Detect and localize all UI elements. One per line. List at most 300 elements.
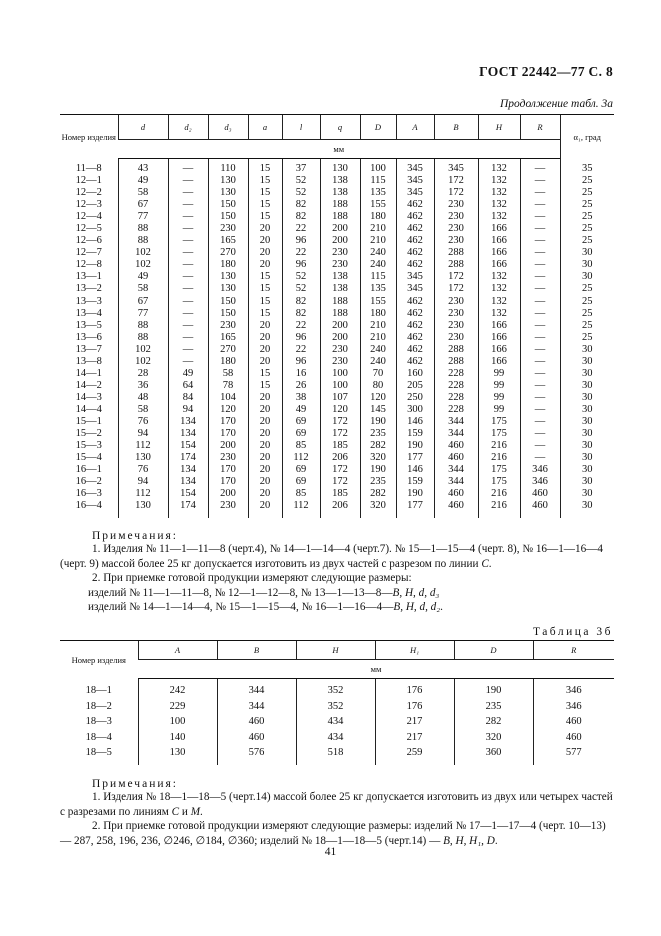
table-cell: 130 [118,452,168,464]
table-cell: 18—1 [85,684,112,696]
table-row [60,500,614,518]
table-cell: 96 [282,332,320,344]
table-cell: 230 [208,500,248,518]
col-header-a: a [248,115,282,140]
col-header-d2: d₂ [168,115,208,140]
table-cell: — [520,320,560,332]
table-cell: — [520,368,560,380]
table-cell: 130 [138,745,217,765]
table-cell: 180 [360,308,396,320]
table-cell: 180 [360,211,396,223]
table-cell: 146 [396,416,434,428]
table-cell: — [520,187,560,199]
table-cell: — [520,175,560,187]
table-cell: 64 [168,380,208,392]
table-cell: 15 [248,187,282,199]
table-cell: 30 [560,392,614,404]
table-cell: 49 [118,175,168,187]
table-row [60,296,614,308]
table-cell: 12—4 [75,211,102,223]
table-cell: 12—1 [75,175,102,187]
table-cell: 130 [118,500,168,518]
table-cell: 18—5 [85,747,112,758]
table-cell: 49 [118,271,168,283]
table-cell: 76 [118,416,168,428]
table-cell: 96 [282,356,320,368]
table-row [60,259,614,271]
table-cell: — [168,159,208,176]
table-cell: 577 [533,745,614,765]
table-cell: 228 [434,380,478,392]
table-cell: 14—3 [75,391,102,403]
table-row [60,428,614,440]
table-cell: 80 [360,380,396,392]
table-cell: 320 [360,452,396,464]
table-cell: — [168,235,208,247]
table-cell: 25 [560,223,614,235]
table-cell: 460 [533,730,614,746]
table-cell: 190 [454,679,533,699]
t2-col-header-H1: H₁ [375,641,454,660]
table-row [60,283,614,295]
table-cell: 345 [396,187,434,199]
table-cell: 132 [478,211,520,223]
table-cell: — [520,259,560,271]
table-cell: 48 [118,392,168,404]
table-row [60,308,614,320]
table-cell: 13—2 [75,283,102,295]
table-cell: 107 [320,392,360,404]
table-cell: 30 [560,368,614,380]
table-cell: 99 [478,380,520,392]
table-cell: 78 [208,380,248,392]
table-cell: 94 [118,428,168,440]
table-cell: 30 [560,488,614,500]
table-cell: 58 [118,187,168,199]
table-cell: 140 [138,730,217,746]
table-cell: 52 [282,283,320,295]
table-cell: — [520,392,560,404]
table-cell: 166 [478,247,520,259]
table-row [60,223,614,235]
table-row [60,440,614,452]
table-cell: 288 [434,247,478,259]
table-cell: 344 [217,679,296,699]
table-cell: 228 [434,404,478,416]
table-cell: 166 [478,320,520,332]
table-cell: 229 [138,699,217,715]
table-cell: 20 [248,344,282,356]
table-cell: 190 [396,440,434,452]
table-cell: 288 [434,356,478,368]
table-cell: 96 [282,235,320,247]
table-cell: 30 [560,440,614,452]
table-cell: 216 [478,452,520,464]
col-header-A: A [396,115,434,140]
table-row [60,699,614,715]
table-cell: 216 [478,440,520,452]
table-row [60,235,614,247]
table-cell: — [168,223,208,235]
table-cell: 52 [282,271,320,283]
table-cell: 13—8 [75,355,102,367]
table-cell: 20 [248,356,282,368]
table-cell: — [520,159,560,176]
table-cell: 230 [320,259,360,271]
table-cell: 200 [320,223,360,235]
table-cell: — [520,296,560,308]
table-row [60,380,614,392]
table-cell: 30 [560,428,614,440]
notes2-block [60,790,614,848]
table-cell: 205 [396,380,434,392]
table-cell: 230 [208,223,248,235]
notes-title: Примечания: [92,530,178,542]
table-cell: 170 [208,416,248,428]
table-cell: 99 [478,392,520,404]
table-cell: 30 [560,416,614,428]
table-cell: 172 [434,187,478,199]
unit-header: мм [118,140,560,159]
table-cell: 20 [248,332,282,344]
table-cell: 170 [208,476,248,488]
table-cell: 320 [454,730,533,746]
table-cell: 230 [434,223,478,235]
table-cell: 30 [560,464,614,476]
table-cell: 188 [320,199,360,211]
table-cell: 346 [520,464,560,476]
table-cell: 150 [208,211,248,223]
table-cell: 135 [360,283,396,295]
table-cell: 230 [320,247,360,259]
table-cell: 132 [478,187,520,199]
table-cell: 69 [282,428,320,440]
table-cell: 85 [282,440,320,452]
table-cell: 462 [396,296,434,308]
table-cell: 150 [208,308,248,320]
table-cell: 172 [434,175,478,187]
table-continuation-label: Продолжение табл. 3а [500,98,613,110]
table-cell: 138 [320,175,360,187]
table-3b-body [60,679,614,765]
table-cell: 14—1 [75,367,102,379]
table-cell: 166 [478,223,520,235]
table-cell: 25 [560,308,614,320]
table-cell: 12—2 [75,187,102,199]
table-cell: 345 [396,159,434,176]
table-cell: 146 [396,464,434,476]
table-cell: 240 [360,259,396,271]
table-cell: — [168,296,208,308]
table-cell: 138 [320,283,360,295]
table-cell: 22 [282,223,320,235]
table-cell: 282 [454,714,533,730]
table-cell: 230 [434,199,478,211]
table-cell: 134 [168,476,208,488]
table-cell: 320 [360,500,396,518]
table-cell: 210 [360,235,396,247]
table-cell: 460 [434,500,478,518]
table-cell: 15 [248,283,282,295]
table-cell: 462 [396,223,434,235]
table-cell: 20 [248,452,282,464]
table-cell: 344 [434,428,478,440]
table-cell: — [168,356,208,368]
table-cell: 462 [396,332,434,344]
table-cell: 230 [434,296,478,308]
table-cell: 159 [396,476,434,488]
table-cell: 58 [118,283,168,295]
table-cell: 30 [560,271,614,283]
table-cell: 37 [282,159,320,176]
table-cell: 346 [520,476,560,488]
table-cell: 150 [208,296,248,308]
table-cell: 100 [320,368,360,380]
table-cell: 58 [118,404,168,416]
table-cell: 216 [478,500,520,518]
table-cell: 12—5 [75,223,102,235]
table-cell: 172 [434,271,478,283]
col-header-D: D [360,115,396,140]
table-cell: 69 [282,416,320,428]
table-cell: — [520,428,560,440]
table-cell: 20 [248,488,282,500]
table-cell: 30 [560,247,614,259]
table-cell: 15 [248,296,282,308]
table-cell: 288 [434,344,478,356]
table-row [60,271,614,283]
table-cell: 132 [478,159,520,176]
table-cell: 35 [560,159,614,176]
table-cell: 20 [248,464,282,476]
table-cell: 30 [560,452,614,464]
table-cell: 200 [320,320,360,332]
table-cell: 165 [208,235,248,247]
table-cell: — [520,247,560,259]
table-cell: 175 [478,464,520,476]
table-cell: — [520,283,560,295]
table-cell: 166 [478,356,520,368]
table-cell: 230 [434,320,478,332]
table-cell: 460 [520,488,560,500]
t2-col-item-header: Номер изделия [60,641,138,679]
table-cell: — [168,320,208,332]
t2-unit-header: мм [138,660,614,679]
table-cell: — [520,223,560,235]
table-cell: 30 [560,356,614,368]
table-cell: 200 [208,440,248,452]
table-cell: 462 [396,344,434,356]
table-cell: 88 [118,332,168,344]
table-cell: 460 [533,714,614,730]
table-cell: 132 [478,308,520,320]
table-cell: 300 [396,404,434,416]
table-cell: 130 [208,271,248,283]
table-cell: 460 [434,488,478,500]
table-cell: 135 [360,187,396,199]
table-cell: — [520,380,560,392]
table-cell: 138 [320,271,360,283]
table-cell: 190 [396,488,434,500]
table-cell: — [520,344,560,356]
table-cell: 200 [320,332,360,344]
table-cell: 288 [434,259,478,271]
table-cell: 100 [138,714,217,730]
table-cell: 170 [208,428,248,440]
table-row [60,416,614,428]
table-3a-body [60,159,614,519]
table-cell: 112 [282,452,320,464]
table-cell: 36 [118,380,168,392]
table-cell: 346 [533,699,614,715]
table-cell: 20 [248,392,282,404]
table-cell: 176 [375,699,454,715]
table-cell: 110 [208,159,248,176]
table-cell: 14—2 [75,379,102,391]
table-cell: 102 [118,344,168,356]
table-cell: 460 [434,452,478,464]
table-cell: 462 [396,356,434,368]
table-cell: 77 [118,211,168,223]
table-row [60,730,614,746]
table-cell: 132 [478,296,520,308]
note-1: 1. Изделия № 11—1—11—8 (черт.4), № 14—1—14—4 (черт.7). № 15—1—15—4 (черт. 8), № 16—1—16—4 (черт. 9) массой более 25 кг допускается изготовить из двух частей с разрезом по линии C. [60,543,603,570]
table-cell: — [520,271,560,283]
table-cell: 102 [118,247,168,259]
table-cell: 230 [208,452,248,464]
table-cell: 154 [168,440,208,452]
table-cell: 25 [560,175,614,187]
table-cell: 43 [118,159,168,176]
table-cell: 166 [478,332,520,344]
notes2-title: Примечания: [92,778,178,790]
table-cell: 16—1 [75,464,102,476]
table-cell: 130 [208,175,248,187]
table-cell: 166 [478,344,520,356]
table-cell: 69 [282,476,320,488]
table-cell: 88 [118,223,168,235]
table-cell: 25 [560,296,614,308]
table-cell: 115 [360,175,396,187]
table-cell: 462 [396,235,434,247]
table-cell: 102 [118,356,168,368]
table-cell: — [520,404,560,416]
table-cell: 94 [118,476,168,488]
table-cell: 185 [320,440,360,452]
table-cell: — [520,235,560,247]
table-cell: 132 [478,199,520,211]
table-cell: 15—1 [75,416,102,427]
table-cell: 188 [320,296,360,308]
table-row [60,714,614,730]
table-cell: 460 [434,440,478,452]
table-cell: 352 [296,699,375,715]
table-cell: 112 [282,500,320,518]
table-cell: 154 [168,488,208,500]
table-cell: 185 [320,488,360,500]
t2-col-header-R: R [533,641,614,660]
table-cell: 235 [454,699,533,715]
table-cell: 25 [560,187,614,199]
table-cell: 190 [360,416,396,428]
table-cell: 242 [138,679,217,699]
table-cell: 20 [248,404,282,416]
table-cell: 172 [320,416,360,428]
table-cell: 20 [248,235,282,247]
table-cell: — [520,199,560,211]
col-header-q: q [320,115,360,140]
table-row [60,404,614,416]
table-cell: 25 [560,320,614,332]
table-cell: 76 [118,464,168,476]
table-cell: 58 [208,368,248,380]
table-cell: 230 [320,344,360,356]
table-cell: 20 [248,500,282,518]
table-cell: — [168,344,208,356]
table-cell: 20 [248,416,282,428]
table-cell: 30 [560,404,614,416]
table-cell: 462 [396,199,434,211]
table-row [60,464,614,476]
table-cell: 15 [248,380,282,392]
table-cell: 188 [320,308,360,320]
table-cell: — [520,416,560,428]
table-cell: 15 [248,199,282,211]
table-cell: 216 [478,488,520,500]
table-cell: 13—1 [75,271,102,283]
table-cell: — [168,332,208,344]
table-cell: 115 [360,271,396,283]
table-cell: 84 [168,392,208,404]
table-cell: — [168,211,208,223]
table-cell: 25 [560,211,614,223]
table-cell: 85 [282,488,320,500]
table-cell: 210 [360,223,396,235]
table-cell: — [520,356,560,368]
table-cell: 132 [478,271,520,283]
table-cell: 12—7 [75,247,102,259]
table-cell: 15—2 [75,428,102,440]
table-cell: 25 [560,199,614,211]
table-cell: 150 [208,199,248,211]
table-cell: 460 [520,500,560,518]
notes-block [60,542,614,615]
table-cell: 132 [478,175,520,187]
table-cell: 177 [396,500,434,518]
table-cell: 15 [248,211,282,223]
table-cell: 344 [434,464,478,476]
table-cell: 176 [375,679,454,699]
table-cell: 15 [248,271,282,283]
table-cell: 344 [434,476,478,488]
table-cell: 174 [168,500,208,518]
table-cell: — [520,452,560,464]
table-cell: 282 [360,488,396,500]
table-cell: — [168,283,208,295]
table-cell: 235 [360,476,396,488]
table-row [60,199,614,211]
table-cell: 28 [118,368,168,380]
note-2-line-2: изделий № 14—1—14—4, № 15—1—15—4, № 16—1—16—4—B, H, d, d₂. [88,601,443,613]
table-cell: 210 [360,332,396,344]
t2-col-header-H: H [296,641,375,660]
table-cell: 130 [208,283,248,295]
document-header: ГОСТ 22442—77 С. 8 [479,64,613,79]
table-row [60,452,614,464]
table-cell: 130 [320,159,360,176]
table-cell: 460 [217,714,296,730]
table-cell: 134 [168,416,208,428]
